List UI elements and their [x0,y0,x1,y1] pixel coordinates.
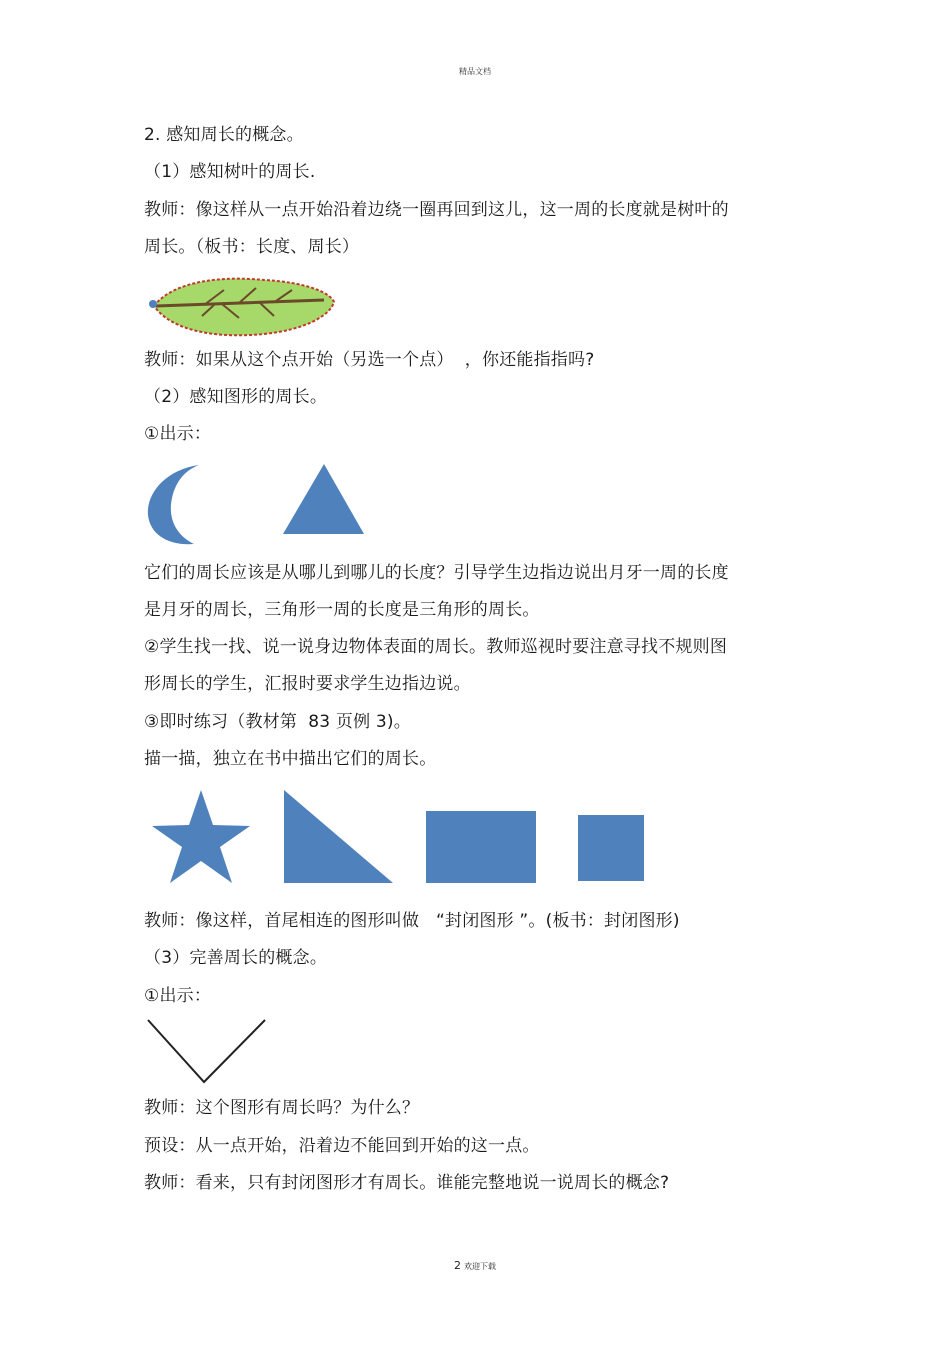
paragraph-line: ①出示： [144,986,212,1006]
section-heading: 2. 感知周长的概念。 [144,125,304,145]
paragraph-line: 描一描，独立在书中描出它们的周长。 [144,749,437,769]
paragraph-line: 教师：像这样，首尾相连的图形叫做 “封闭图形 ”。(板书：封闭图形) [144,911,680,931]
paragraph-line: 预设：从一点开始，沿着边不能回到开始的这一点。 [144,1136,540,1156]
rectangle-shape [426,811,536,883]
paragraph-line: 教师：如果从这个点开始（另选一个点） ，你还能指指吗? [144,350,595,370]
paragraph-line: ①出示： [144,424,212,444]
triangle-shape [283,464,364,534]
open-v-shape [148,1020,265,1082]
paragraph-line: 教师：这个图形有周长吗？为什么？ [144,1098,420,1118]
paragraph-line: ③即时练习（教材第 83 页例 3)。 [144,712,411,732]
footer-text: 欢迎下载 [464,1262,496,1271]
subsection-heading: （1）感知树叶的周长. [144,162,316,182]
page-header: 精品文档 [459,67,491,76]
square-shape [578,815,644,881]
right-triangle-shape [284,790,393,883]
page-number: 2 [454,1259,461,1272]
paragraph-line: 教师：看来，只有封闭图形才有周长。谁能完整地说一说周长的概念? [144,1173,670,1193]
shapes-figure-2 [144,786,654,888]
leaf-shape [154,279,334,336]
leaf-figure [144,272,340,340]
page-footer [0,1259,950,1272]
paragraph-line: 周长。（板书：长度、周长） [144,237,360,257]
open-shape-figure [144,1016,274,1088]
subsection-heading: （2）感知图形的周长。 [144,387,328,407]
paragraph-line: 它们的周长应该是从哪儿到哪儿的长度？引导学生边指边说出月牙一周的长度 [144,563,729,583]
start-point [149,300,157,308]
paragraph-line: 教师：像这样从一点开始沿着边绕一圈再回到这儿，这一周的长度就是树叶的 [144,200,729,220]
paragraph-line: 形周长的学生，汇报时要求学生边指边说。 [144,674,471,694]
crescent-shape [148,465,199,544]
shapes-figure-1 [144,460,374,550]
subsection-heading: （3）完善周长的概念。 [144,948,328,968]
paragraph-line: ②学生找一找、说一说身边物体表面的周长。教师巡视时要注意寻找不规则图 [144,637,728,657]
star-shape [152,790,250,883]
paragraph-line: 是月牙的周长，三角形一周的长度是三角形的周长。 [144,600,540,620]
